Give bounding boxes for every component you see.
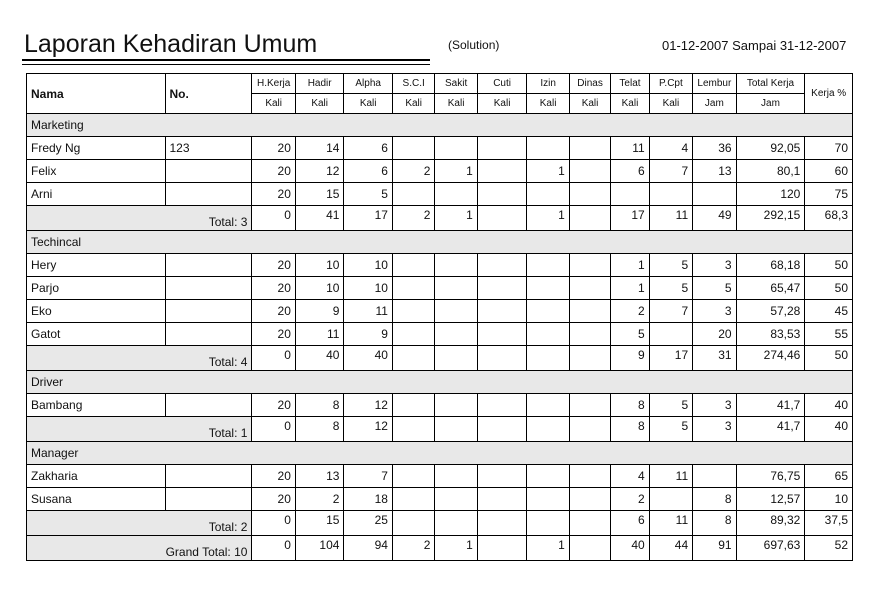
col-header-no: No. (165, 74, 252, 114)
value-cell (435, 254, 477, 277)
total-cell: 11 (649, 206, 692, 231)
total-cell: 40 (295, 346, 344, 371)
value-cell: 12 (344, 394, 393, 417)
employee-no: 123 (165, 137, 252, 160)
value-cell (392, 137, 434, 160)
value-cell: 8 (611, 394, 649, 417)
total-cell: 17 (344, 206, 393, 231)
group-row (27, 442, 853, 465)
grand-total-cell: 52 (805, 536, 853, 561)
employee-no (165, 394, 252, 417)
value-cell: 20 (252, 488, 295, 511)
col-header: Dinas (569, 74, 610, 94)
group-total-label: Total: 4 (27, 346, 252, 371)
total-cell: 68,3 (805, 206, 853, 231)
grand-total-cell (569, 536, 610, 561)
value-cell (569, 323, 610, 346)
grand-total-cell: 697,63 (736, 536, 805, 561)
value-cell: 10 (344, 254, 393, 277)
value-cell: 5 (693, 277, 736, 300)
col-header: Sakit (435, 74, 477, 94)
value-cell: 5 (649, 277, 692, 300)
period-end: 31-12-2007 (779, 38, 847, 53)
value-cell (527, 277, 569, 300)
total-cell: 31 (693, 346, 736, 371)
header-row-top (27, 74, 853, 94)
total-cell (435, 346, 477, 371)
group-row (27, 114, 853, 137)
value-cell: 75 (805, 183, 853, 206)
employee-name: Gatot (27, 323, 166, 346)
employee-name: Zakharia (27, 465, 166, 488)
total-cell: 8 (295, 417, 344, 442)
total-cell: 1 (435, 206, 477, 231)
group-total-row (27, 417, 853, 442)
value-cell: 12,57 (736, 488, 805, 511)
total-cell: 2 (392, 206, 434, 231)
col-unit: Kali (435, 94, 477, 114)
employee-row (27, 323, 853, 346)
value-cell (392, 183, 434, 206)
employee-row (27, 465, 853, 488)
employee-no (165, 183, 252, 206)
col-header-kerja: Kerja % (805, 74, 853, 114)
value-cell (477, 300, 527, 323)
report-title: Laporan Kehadiran Umum (24, 30, 318, 58)
value-cell (693, 465, 736, 488)
total-cell (477, 511, 527, 536)
value-cell: 10 (295, 254, 344, 277)
value-cell: 13 (295, 465, 344, 488)
col-header: Alpha (344, 74, 393, 94)
total-cell: 274,46 (736, 346, 805, 371)
employee-name: Felix (27, 160, 166, 183)
value-cell: 6 (611, 160, 649, 183)
col-header: Telat (611, 74, 649, 94)
col-header: Cuti (477, 74, 527, 94)
value-cell: 11 (344, 300, 393, 323)
value-cell: 45 (805, 300, 853, 323)
value-cell: 8 (295, 394, 344, 417)
grand-total-cell: 2 (392, 536, 434, 561)
col-unit: Kali (392, 94, 434, 114)
total-cell: 17 (611, 206, 649, 231)
value-cell: 8 (693, 488, 736, 511)
value-cell: 5 (344, 183, 393, 206)
total-cell: 40 (805, 417, 853, 442)
attendance-table (26, 73, 853, 561)
employee-name: Susana (27, 488, 166, 511)
value-cell: 20 (693, 323, 736, 346)
grand-total-row (27, 536, 853, 561)
value-cell: 5 (611, 323, 649, 346)
value-cell: 1 (435, 160, 477, 183)
value-cell (435, 394, 477, 417)
value-cell: 40 (805, 394, 853, 417)
value-cell (477, 183, 527, 206)
employee-row (27, 160, 853, 183)
total-cell: 3 (693, 417, 736, 442)
total-cell: 292,15 (736, 206, 805, 231)
employee-name: Eko (27, 300, 166, 323)
value-cell (527, 394, 569, 417)
employee-name: Parjo (27, 277, 166, 300)
total-cell (569, 206, 610, 231)
total-cell (477, 417, 527, 442)
value-cell (569, 300, 610, 323)
total-cell: 37,5 (805, 511, 853, 536)
value-cell: 7 (649, 300, 692, 323)
employee-row (27, 183, 853, 206)
employee-name: Arni (27, 183, 166, 206)
employee-no (165, 160, 252, 183)
total-cell: 0 (252, 417, 295, 442)
value-cell: 80,1 (736, 160, 805, 183)
total-cell: 12 (344, 417, 393, 442)
group-name: Marketing (27, 114, 853, 137)
value-cell: 2 (295, 488, 344, 511)
value-cell: 12 (295, 160, 344, 183)
grand-total-cell: 1 (435, 536, 477, 561)
total-cell: 49 (693, 206, 736, 231)
value-cell: 3 (693, 394, 736, 417)
value-cell (435, 323, 477, 346)
value-cell (435, 183, 477, 206)
value-cell (649, 488, 692, 511)
col-unit: Kali (611, 94, 649, 114)
value-cell (527, 254, 569, 277)
value-cell (527, 323, 569, 346)
employee-row (27, 300, 853, 323)
value-cell (392, 300, 434, 323)
group-row (27, 371, 853, 394)
value-cell (392, 323, 434, 346)
value-cell: 76,75 (736, 465, 805, 488)
value-cell (693, 183, 736, 206)
value-cell (569, 465, 610, 488)
employee-name: Hery (27, 254, 166, 277)
col-unit: Kali (527, 94, 569, 114)
total-cell: 41 (295, 206, 344, 231)
value-cell: 2 (611, 300, 649, 323)
value-cell: 60 (805, 160, 853, 183)
value-cell (435, 300, 477, 323)
value-cell (392, 465, 434, 488)
total-cell: 89,32 (736, 511, 805, 536)
employee-row (27, 137, 853, 160)
value-cell: 10 (295, 277, 344, 300)
total-cell: 8 (611, 417, 649, 442)
value-cell (569, 160, 610, 183)
total-cell (569, 346, 610, 371)
value-cell: 1 (527, 160, 569, 183)
group-total-row (27, 206, 853, 231)
employee-row (27, 277, 853, 300)
value-cell: 5 (649, 254, 692, 277)
value-cell (527, 488, 569, 511)
col-header: H.Kerja (252, 74, 295, 94)
grand-total-cell: 94 (344, 536, 393, 561)
col-header: P.Cpt (649, 74, 692, 94)
value-cell: 10 (805, 488, 853, 511)
col-header: S.C.I (392, 74, 434, 94)
total-cell (527, 511, 569, 536)
value-cell (477, 323, 527, 346)
col-unit: Kali (649, 94, 692, 114)
value-cell: 20 (252, 254, 295, 277)
value-cell (477, 277, 527, 300)
total-cell: 11 (649, 511, 692, 536)
value-cell (435, 277, 477, 300)
total-cell (569, 417, 610, 442)
value-cell (477, 465, 527, 488)
employee-no (165, 465, 252, 488)
employee-no (165, 300, 252, 323)
value-cell: 7 (344, 465, 393, 488)
total-cell: 0 (252, 206, 295, 231)
report-period (662, 38, 846, 53)
col-unit: Jam (693, 94, 736, 114)
value-cell: 18 (344, 488, 393, 511)
period-word: Sampai (732, 38, 777, 53)
value-cell (392, 277, 434, 300)
col-unit: Kali (344, 94, 393, 114)
value-cell: 55 (805, 323, 853, 346)
total-cell: 17 (649, 346, 692, 371)
value-cell (611, 183, 649, 206)
value-cell (569, 488, 610, 511)
value-cell: 20 (252, 300, 295, 323)
value-cell: 11 (649, 465, 692, 488)
employee-name: Bambang (27, 394, 166, 417)
group-name: Driver (27, 371, 853, 394)
value-cell: 3 (693, 300, 736, 323)
grand-total-cell: 44 (649, 536, 692, 561)
total-cell: 41,7 (736, 417, 805, 442)
value-cell (569, 183, 610, 206)
col-header: Hadir (295, 74, 344, 94)
value-cell: 83,53 (736, 323, 805, 346)
value-cell: 15 (295, 183, 344, 206)
total-cell (527, 417, 569, 442)
value-cell: 10 (344, 277, 393, 300)
value-cell: 57,28 (736, 300, 805, 323)
value-cell: 6 (344, 137, 393, 160)
group-total-row (27, 511, 853, 536)
grand-total-cell (477, 536, 527, 561)
value-cell (569, 254, 610, 277)
value-cell: 14 (295, 137, 344, 160)
total-cell: 8 (693, 511, 736, 536)
value-cell (435, 488, 477, 511)
value-cell (569, 394, 610, 417)
group-name: Manager (27, 442, 853, 465)
value-cell (392, 488, 434, 511)
value-cell: 9 (295, 300, 344, 323)
value-cell: 92,05 (736, 137, 805, 160)
total-cell: 15 (295, 511, 344, 536)
total-cell: 0 (252, 511, 295, 536)
group-total-label: Total: 3 (27, 206, 252, 231)
total-cell: 5 (649, 417, 692, 442)
value-cell: 11 (611, 137, 649, 160)
value-cell: 68,18 (736, 254, 805, 277)
value-cell (527, 137, 569, 160)
employee-row (27, 254, 853, 277)
value-cell: 6 (344, 160, 393, 183)
total-cell (477, 346, 527, 371)
group-total-label: Total: 2 (27, 511, 252, 536)
grand-total-cell: 40 (611, 536, 649, 561)
title-underline-thin (22, 64, 430, 65)
value-cell: 65,47 (736, 277, 805, 300)
value-cell (477, 488, 527, 511)
value-cell: 4 (611, 465, 649, 488)
value-cell: 20 (252, 323, 295, 346)
col-header: Izin (527, 74, 569, 94)
value-cell (477, 137, 527, 160)
value-cell (527, 300, 569, 323)
group-name: Techincal (27, 231, 853, 254)
value-cell: 20 (252, 137, 295, 160)
value-cell: 1 (611, 277, 649, 300)
value-cell: 11 (295, 323, 344, 346)
value-cell: 4 (649, 137, 692, 160)
grand-total-cell: 0 (252, 536, 295, 561)
value-cell (392, 254, 434, 277)
value-cell (569, 277, 610, 300)
value-cell: 70 (805, 137, 853, 160)
col-header: Lembur (693, 74, 736, 94)
value-cell (527, 465, 569, 488)
value-cell: 36 (693, 137, 736, 160)
grand-total-label: Grand Total: 10 (27, 536, 252, 561)
grand-total-cell: 91 (693, 536, 736, 561)
employee-row (27, 394, 853, 417)
value-cell: 20 (252, 183, 295, 206)
value-cell: 1 (611, 254, 649, 277)
total-cell: 0 (252, 346, 295, 371)
total-cell (392, 511, 434, 536)
col-unit: Kali (477, 94, 527, 114)
value-cell (477, 160, 527, 183)
col-unit: Kali (569, 94, 610, 114)
group-row (27, 231, 853, 254)
employee-row (27, 488, 853, 511)
value-cell (435, 465, 477, 488)
col-header-nama: Nama (27, 74, 166, 114)
total-cell: 1 (527, 206, 569, 231)
value-cell: 3 (693, 254, 736, 277)
value-cell: 9 (344, 323, 393, 346)
grand-total-cell: 104 (295, 536, 344, 561)
total-cell (435, 417, 477, 442)
value-cell (392, 394, 434, 417)
col-unit: Kali (252, 94, 295, 114)
value-cell: 20 (252, 394, 295, 417)
employee-no (165, 323, 252, 346)
group-total-row (27, 346, 853, 371)
employee-no (165, 277, 252, 300)
total-cell: 9 (611, 346, 649, 371)
value-cell (569, 137, 610, 160)
value-cell (527, 183, 569, 206)
value-cell: 2 (611, 488, 649, 511)
value-cell (649, 323, 692, 346)
total-cell (435, 511, 477, 536)
value-cell: 50 (805, 254, 853, 277)
period-start: 01-12-2007 (662, 38, 729, 53)
value-cell: 65 (805, 465, 853, 488)
employee-name: Fredy Ng (27, 137, 166, 160)
value-cell (477, 394, 527, 417)
total-cell (527, 346, 569, 371)
employee-no (165, 254, 252, 277)
total-cell: 6 (611, 511, 649, 536)
value-cell: 20 (252, 160, 295, 183)
value-cell: 20 (252, 465, 295, 488)
total-cell (392, 346, 434, 371)
value-cell: 120 (736, 183, 805, 206)
value-cell: 5 (649, 394, 692, 417)
col-header: Total Kerja (736, 74, 805, 94)
total-cell: 50 (805, 346, 853, 371)
total-cell (569, 511, 610, 536)
value-cell: 13 (693, 160, 736, 183)
value-cell: 7 (649, 160, 692, 183)
total-cell (392, 417, 434, 442)
value-cell: 50 (805, 277, 853, 300)
group-total-label: Total: 1 (27, 417, 252, 442)
grand-total-cell: 1 (527, 536, 569, 561)
col-unit: Kali (295, 94, 344, 114)
value-cell (435, 137, 477, 160)
col-unit: Jam (736, 94, 805, 114)
value-cell: 20 (252, 277, 295, 300)
value-cell (649, 183, 692, 206)
total-cell (477, 206, 527, 231)
total-cell: 25 (344, 511, 393, 536)
total-cell: 40 (344, 346, 393, 371)
value-cell (477, 254, 527, 277)
report-subtitle: (Solution) (448, 38, 500, 52)
employee-no (165, 488, 252, 511)
value-cell: 2 (392, 160, 434, 183)
value-cell: 41,7 (736, 394, 805, 417)
title-underline (22, 59, 430, 61)
